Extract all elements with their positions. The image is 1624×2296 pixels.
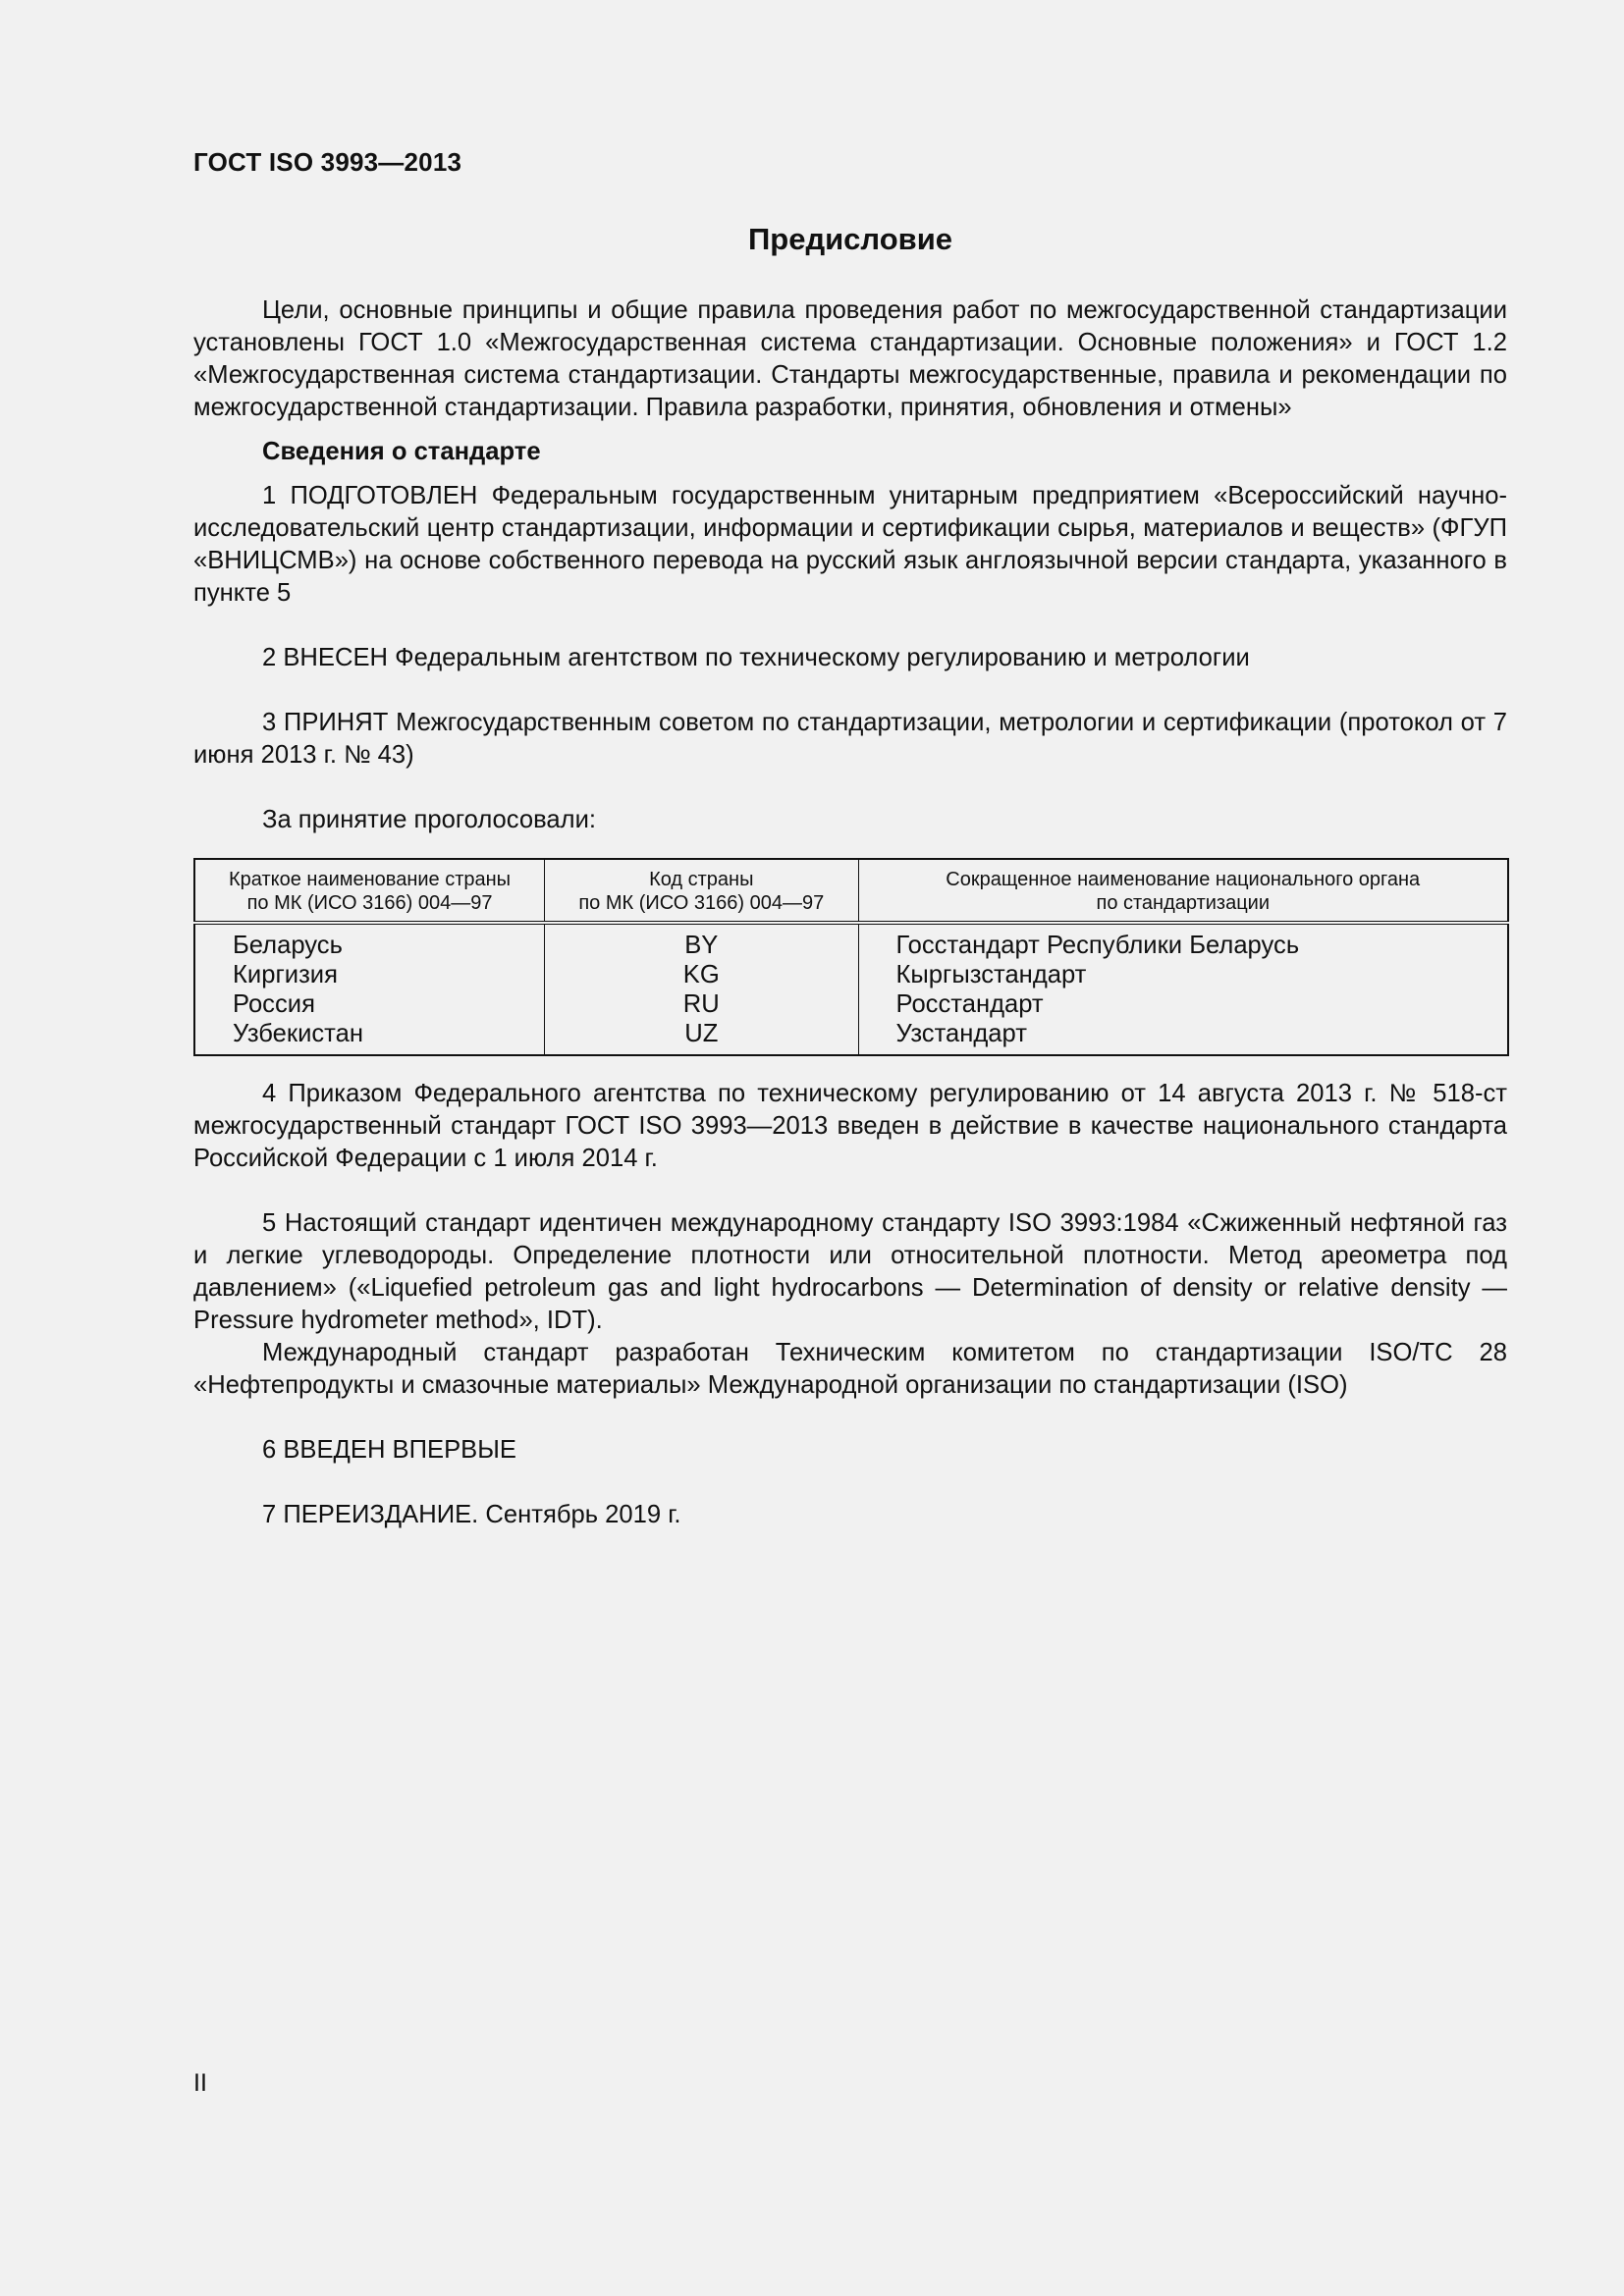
body-column bbox=[858, 923, 1508, 1055]
item-2-submitted: 2 ВНЕСЕН Федеральным агентством по техническому регулированию и метрологии bbox=[262, 644, 1250, 671]
country-cell: Узбекистан bbox=[233, 1020, 363, 1047]
country-cell: Киргизия bbox=[233, 961, 338, 988]
header-country-line2: по МК (ИСО 3166) 004—97 bbox=[246, 892, 493, 914]
preface-content bbox=[193, 294, 1507, 1531]
page-number: II bbox=[193, 2069, 207, 2097]
document-code-header: ГОСТ ISO 3993—2013 bbox=[193, 147, 462, 177]
spacer bbox=[193, 468, 1507, 480]
spacer bbox=[193, 836, 1507, 858]
header-body-line1: Сокращенное наименование национального органа bbox=[946, 869, 1421, 890]
spacer bbox=[193, 424, 1507, 436]
spacer bbox=[193, 1175, 1507, 1207]
code-column bbox=[545, 923, 858, 1055]
item-5-identity: 5 Настоящий стандарт идентичен международному стандарту ISO 3993:1984 «Сжиженный нефтяной газ и легкие углеводороды. Определение плотности или относительной плотности. Метод ареометра под давлением» («Liquefied petroleum gas and light hydrocarbons — Determination of density or relative density — Pressure hydrometer method», IDT). bbox=[193, 1209, 1507, 1334]
header-country bbox=[194, 859, 545, 923]
header-body bbox=[858, 859, 1508, 923]
header-country-line1: Краткое наименование страны bbox=[229, 869, 512, 890]
code-cell: RU bbox=[682, 990, 720, 1018]
spacer bbox=[193, 610, 1507, 642]
intro-paragraph: Цели, основные принципы и общие правила проведения работ по межгосударственной стандартизации установлены ГОСТ 1.0 «Межгосударственная система стандартизации. Основные положения» и ГОСТ 1.2 «Межгосударственная система стандартизации. Стандарты межгосударственные, правила и рекомендации по межгосударственной стандартизации. Правила разработки, принятия, обновления и отмены» bbox=[193, 296, 1507, 421]
spacer bbox=[193, 674, 1507, 707]
item-5-note: Международный стандарт разработан Техническим комитетом по стандартизации ISO/TC 28 «Нефтепродукты и смазочные материалы» Международной организации по стандартизации (ISO) bbox=[193, 1339, 1507, 1399]
header-code-line1: Код страны bbox=[649, 869, 754, 890]
body-cell: Госстандарт Республики Беларусь bbox=[895, 932, 1300, 959]
header-body-line2: по стандартизации bbox=[1096, 892, 1270, 914]
country-cell: Беларусь bbox=[233, 932, 343, 959]
item-7-reissue: 7 ПЕРЕИЗДАНИЕ. Сентябрь 2019 г. bbox=[262, 1501, 681, 1528]
item-6-introduced: 6 ВВЕДЕН ВПЕРВЫЕ bbox=[262, 1436, 516, 1464]
info-heading: Сведения о стандарте bbox=[262, 438, 541, 465]
spacer bbox=[193, 772, 1507, 804]
header-code bbox=[545, 859, 858, 923]
country-cell: Россия bbox=[233, 990, 315, 1018]
code-cell: KG bbox=[682, 961, 720, 988]
item-1-prepared: 1 ПОДГОТОВЛЕН Федеральным государственным унитарным предприятием «Всероссийский научно-исследовательский центр стандартизации, информации и сертификации сырья, материалов и веществ» (ФГУП «ВНИЦСМВ») на основе собственного перевода на русский язык англоязычной версии стандарта, указанного в пункте 5 bbox=[193, 482, 1507, 607]
voting-countries-table bbox=[193, 858, 1509, 1056]
item-3-adopted: 3 ПРИНЯТ Межгосударственным советом по стандартизации, метрологии и сертификации (протокол от 7 июня 2013 г. № 43) bbox=[193, 709, 1507, 769]
code-cell: UZ bbox=[684, 1020, 719, 1047]
code-cell: BY bbox=[684, 932, 719, 959]
item-4-order: 4 Приказом Федерального агентства по техническому регулированию от 14 августа 2013 г. № 518-ст межгосударственный стандарт ГОСТ ISO 3993—2013 введен в действие в качестве национального стандарта Российской Федерации с 1 июля 2014 г. bbox=[193, 1080, 1507, 1172]
spacer bbox=[193, 1056, 1507, 1078]
spacer bbox=[193, 1402, 1507, 1434]
page-title: Предисловие bbox=[747, 222, 952, 256]
country-column bbox=[194, 923, 545, 1055]
header-code-line2: по МК (ИСО 3166) 004—97 bbox=[578, 892, 825, 914]
body-cell: Кыргызстандарт bbox=[895, 961, 1087, 988]
body-cell: Узстандарт bbox=[895, 1020, 1027, 1047]
voted-label: За принятие проголосовали: bbox=[262, 806, 596, 833]
spacer bbox=[193, 1467, 1507, 1499]
body-cell: Росстандарт bbox=[895, 990, 1044, 1018]
table-row bbox=[194, 923, 1508, 1055]
table-header-row bbox=[194, 859, 1508, 923]
